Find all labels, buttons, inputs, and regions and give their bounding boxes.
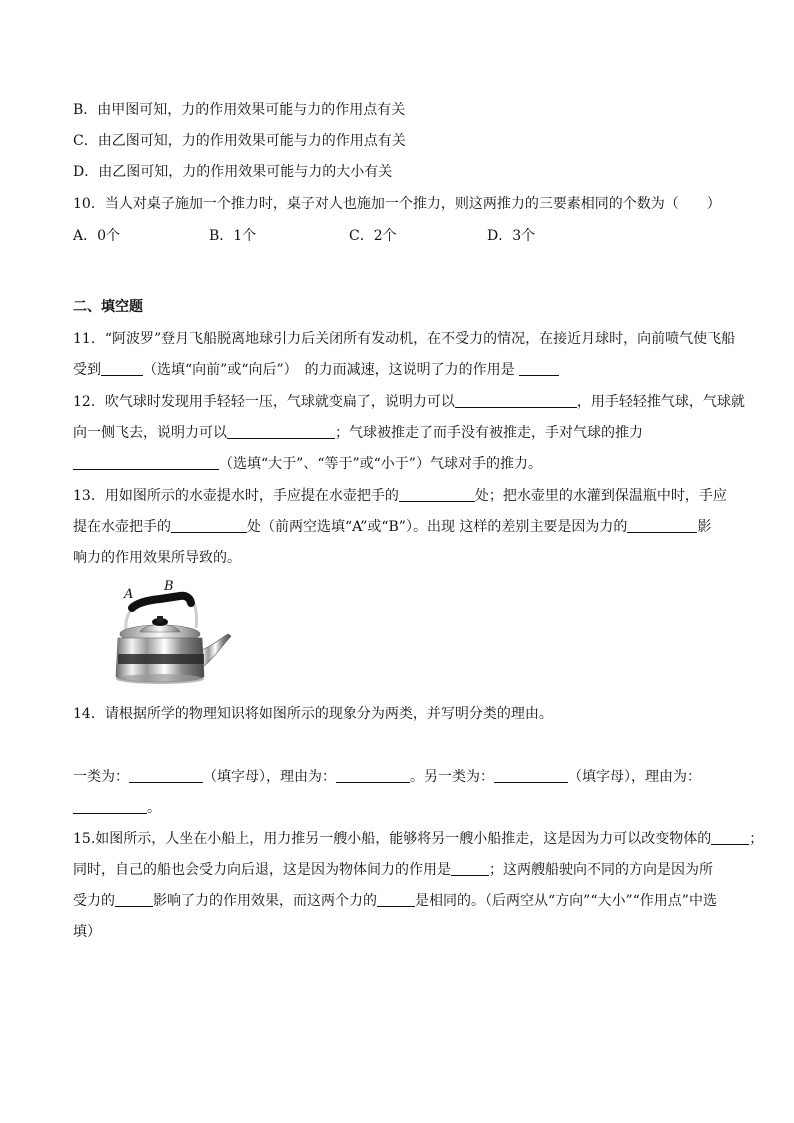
q14-text: 。: [147, 800, 161, 816]
answer-blank[interactable]: [129, 768, 203, 783]
q14-text: （填字母），理由为：: [203, 769, 336, 785]
answer-blank[interactable]: [399, 487, 475, 502]
handle-label-b: B: [164, 579, 174, 594]
question-12-line2: [73, 423, 643, 443]
question-13-line3: 响力的作用效果所导致的。: [73, 550, 241, 566]
question-15-line4: 填）: [73, 924, 101, 940]
q13-text: 处；把水壶里的水灌到保温瓶中时，手应: [474, 488, 727, 504]
answer-blank[interactable]: [336, 768, 410, 783]
kettle-image: [110, 578, 234, 690]
question-10-stem: 10．当人对桌子施加一个推力时，桌子对人也施加一个推力，则这两推力的三要素相同的个数为（ ）: [73, 196, 721, 212]
answer-blank[interactable]: [73, 455, 219, 470]
question-14-line1: [73, 767, 701, 787]
q14-text: 。另一类为：: [410, 769, 494, 785]
q15-text: 15.如图所示，人坐在小船上，用力推另一艘小船，能够将另一艘小船推走，这是因为力可以改变物体的: [73, 831, 712, 847]
choice-b: B．由甲图可知，力的作用效果可能与力的作用点有关: [73, 102, 406, 118]
q12-text: 12．吹气球时发现用手轻轻一压，气球就变扁了，说明力可以: [73, 394, 455, 410]
q13-text: 13．用如图所示的水壶提水时，手应提在水壶把手的: [73, 488, 399, 504]
answer-blank[interactable]: [377, 892, 415, 907]
answer-blank[interactable]: [455, 393, 577, 408]
question-11-line2: [73, 360, 559, 380]
answer-blank[interactable]: [519, 361, 559, 376]
option-d: D．3个: [487, 228, 536, 244]
question-12-line3: [73, 454, 542, 474]
question-11-line1: 11．“阿波罗”登月飞船脱离地球引力后关闭所有发动机，在不受力的情况，在接近月球时，向前喷气使飞船: [73, 331, 736, 347]
question-15-line3: [73, 891, 717, 911]
answer-blank[interactable]: [227, 424, 335, 439]
q14-text: 一类为：: [73, 769, 129, 785]
q15-text: ；: [749, 831, 764, 847]
q15-text: 影响了力的作用效果，而这两个力的: [153, 893, 377, 909]
q13-text: 影: [697, 519, 712, 535]
q13-text: 提在水壶把手的: [73, 519, 171, 535]
q12-text: ；气球被推走了而手没有被推走，手对气球的推力: [335, 425, 643, 441]
q14-text: （填字母），理由为：: [568, 769, 701, 785]
question-14-stem: 14．请根据所学的物理知识将如图所示的现象分为两类，并写明分类的理由。: [73, 706, 553, 722]
q15-text: 是相同的。（后两空从“方向”“大小”“作用点”中选: [415, 893, 717, 909]
q11-text: （选填“向前”或“向后”） 的力而减速，这说明了力的作用是: [143, 362, 515, 378]
question-13-line1: [73, 486, 727, 506]
answer-blank[interactable]: [711, 830, 749, 845]
question-15-line2: [73, 860, 713, 880]
question-10-options: [73, 226, 535, 246]
question-15-line1: [73, 829, 763, 849]
q11-text: 受到: [73, 362, 101, 378]
question-14-line2: [73, 798, 161, 818]
q12-text: （选填“大于”、“等于”或“小于”）气球对手的推力。: [219, 456, 542, 472]
choice-d: D．由乙图可知，力的作用效果可能与力的大小有关: [73, 164, 393, 180]
q12-text: 向一侧飞去，说明力可以: [73, 425, 227, 441]
question-13-line2: [73, 517, 711, 537]
answer-blank[interactable]: [171, 518, 247, 533]
q12-text: ，用手轻轻推气球，气球就: [576, 394, 745, 410]
answer-blank[interactable]: [101, 361, 143, 376]
q15-text: 受力的: [73, 893, 115, 909]
option-b: B．1个: [209, 228, 257, 244]
option-a: A．0个: [73, 228, 121, 244]
answer-blank[interactable]: [115, 892, 153, 907]
kettle-handle: [132, 596, 191, 608]
answer-blank[interactable]: [494, 768, 568, 783]
answer-blank[interactable]: [627, 518, 697, 533]
choice-c: C．由乙图可知，力的作用效果可能与力的作用点有关: [73, 133, 406, 149]
q15-text: 同时，自己的船也会受力向后退，这是因为物体间力的作用是: [73, 862, 451, 878]
question-12-line1: [73, 392, 745, 412]
answer-blank[interactable]: [73, 799, 147, 814]
option-c: C．2个: [349, 228, 397, 244]
q13-text: 处（前两空选填“A”或“B”）。出现 这样的差别主要是因为力的: [247, 519, 628, 535]
q15-text: ；这两艘船驶向不同的方向是因为所: [489, 862, 713, 878]
section-title: 二、填空题: [73, 299, 143, 315]
handle-label-a: A: [124, 587, 134, 602]
answer-blank[interactable]: [451, 861, 489, 876]
